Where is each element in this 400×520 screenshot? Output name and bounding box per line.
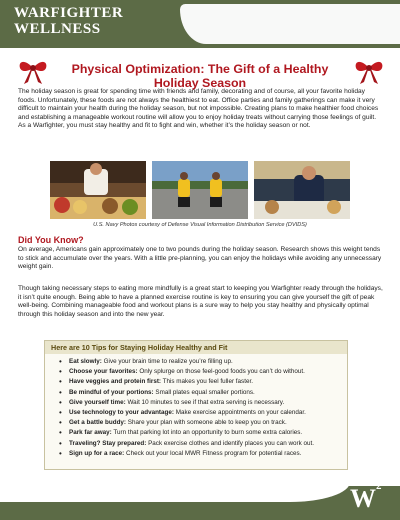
title-row — [0, 56, 400, 90]
header-banner — [0, 0, 400, 48]
banner-brush-stroke — [180, 4, 400, 44]
tip-item — [69, 408, 359, 418]
tips-box — [44, 340, 348, 470]
tip-item — [69, 377, 359, 387]
tip-item — [69, 388, 359, 398]
tips-heading: Here are 10 Tips for Staying Holiday Healthy and Fit — [45, 341, 347, 354]
tip-item — [69, 398, 359, 408]
w2-logo — [350, 480, 394, 516]
tip-label: Sign up for a race: — [69, 449, 125, 457]
did-you-know-paragraph-2: Though taking necessary steps to eating more mindfully is a great start to keeping you Warfighter ready through the holidays, it isn’t quite enough. Being able to have a planned exercise routine is key to ensuring you can give yourself the gift of peak well-being. Combining manageable food and workout plans is a sure way to help you stay healthy and physically optimal through this holiday season and into the new year. — [18, 285, 383, 318]
tip-label: Traveling? Stay prepared: — [69, 439, 147, 447]
red-bow-icon — [16, 56, 50, 86]
did-you-know-heading: Did You Know? — [18, 235, 84, 245]
logo-letter: W — [350, 484, 376, 513]
tip-text: This makes you feel fuller faster. — [161, 378, 253, 386]
tip-item — [69, 367, 359, 377]
brand-line-2: WELLNESS — [14, 21, 101, 37]
brand-logo-text — [14, 5, 123, 37]
tip-label: Give yourself time: — [69, 398, 126, 406]
tip-text: Only splurge on those feel-good foods you can’t do without. — [137, 368, 305, 376]
tip-label: Get a battle buddy: — [69, 419, 127, 427]
tip-text: Turn that parking lot into an opportunity to burn some extra calories. — [111, 429, 303, 437]
footer-banner — [0, 486, 400, 520]
tip-text: Share your plan with someone able to keep you on track. — [126, 419, 287, 427]
photo-strip — [50, 161, 350, 219]
tip-text: Make exercise appointments on your calendar. — [173, 409, 306, 417]
tip-text: Pack exercise clothes and identify places you can work out. — [146, 439, 314, 447]
photo-holiday-food — [50, 161, 146, 219]
tip-text: Give your brain time to realize you’re filling up. — [101, 358, 233, 365]
tip-item — [69, 449, 359, 459]
photo-sailors-running — [152, 161, 248, 219]
tip-item — [69, 428, 359, 438]
tip-text: Small plates equal smaller portions. — [153, 388, 255, 396]
tip-item — [69, 418, 359, 428]
did-you-know-paragraph-1: On average, Americans gain approximately one to two pounds during the holiday season. Research shows this weight tends to stick and accumulate over the years. With a little pre-planning, you can enjoy the holidays while avoiding any unnecessary weight gain. — [18, 246, 382, 271]
tip-text: Wait 10 minutes to see if that extra serving is necessary. — [125, 398, 285, 406]
photo-credit: U.S. Navy Photos courtesy of Defense Visual Information Distribution Service (DVIDS) — [93, 222, 307, 228]
tip-text: Check out your local MWR Fitness program for potential races. — [124, 449, 302, 457]
photo-holiday-meal-service — [254, 161, 350, 219]
tip-label: Use technology to your advantage: — [69, 409, 174, 417]
footer-brush-stroke — [0, 480, 350, 502]
tip-label: Be mindful of your portions: — [69, 388, 154, 396]
red-bow-icon — [352, 56, 386, 86]
tip-label: Eat slowly: — [69, 358, 102, 365]
tip-label: Have veggies and protein first: — [69, 378, 162, 386]
tips-list — [45, 357, 359, 459]
tip-item — [69, 357, 359, 367]
logo-superscript: 2 — [376, 480, 382, 492]
tip-label: Park far away: — [69, 429, 112, 437]
intro-paragraph: The holiday season is great for spending time with friends and family, decorating and of course, all your favorite holiday foods. Unfortunately, these foods are not always the healthiest to eat. Office parties and family gatherings can make it very difficult to maintain your health during the holiday season, but not impossible. Creating plans to make healthier food choices and establishing a manageable workout routine will allow you to enjoy holiday treats without carrying those feelings of guilt. As a Warfighter, you must stay healthy and fit to fight and win, whether it’s the holiday season or not. — [18, 88, 379, 130]
brand-line-1: WARFIGHTER — [14, 5, 124, 21]
tip-item — [69, 439, 359, 449]
page-title: Physical Optimization: The Gift of a Healthy Holiday Season — [71, 62, 329, 90]
tip-label: Choose your favorites: — [69, 368, 138, 376]
